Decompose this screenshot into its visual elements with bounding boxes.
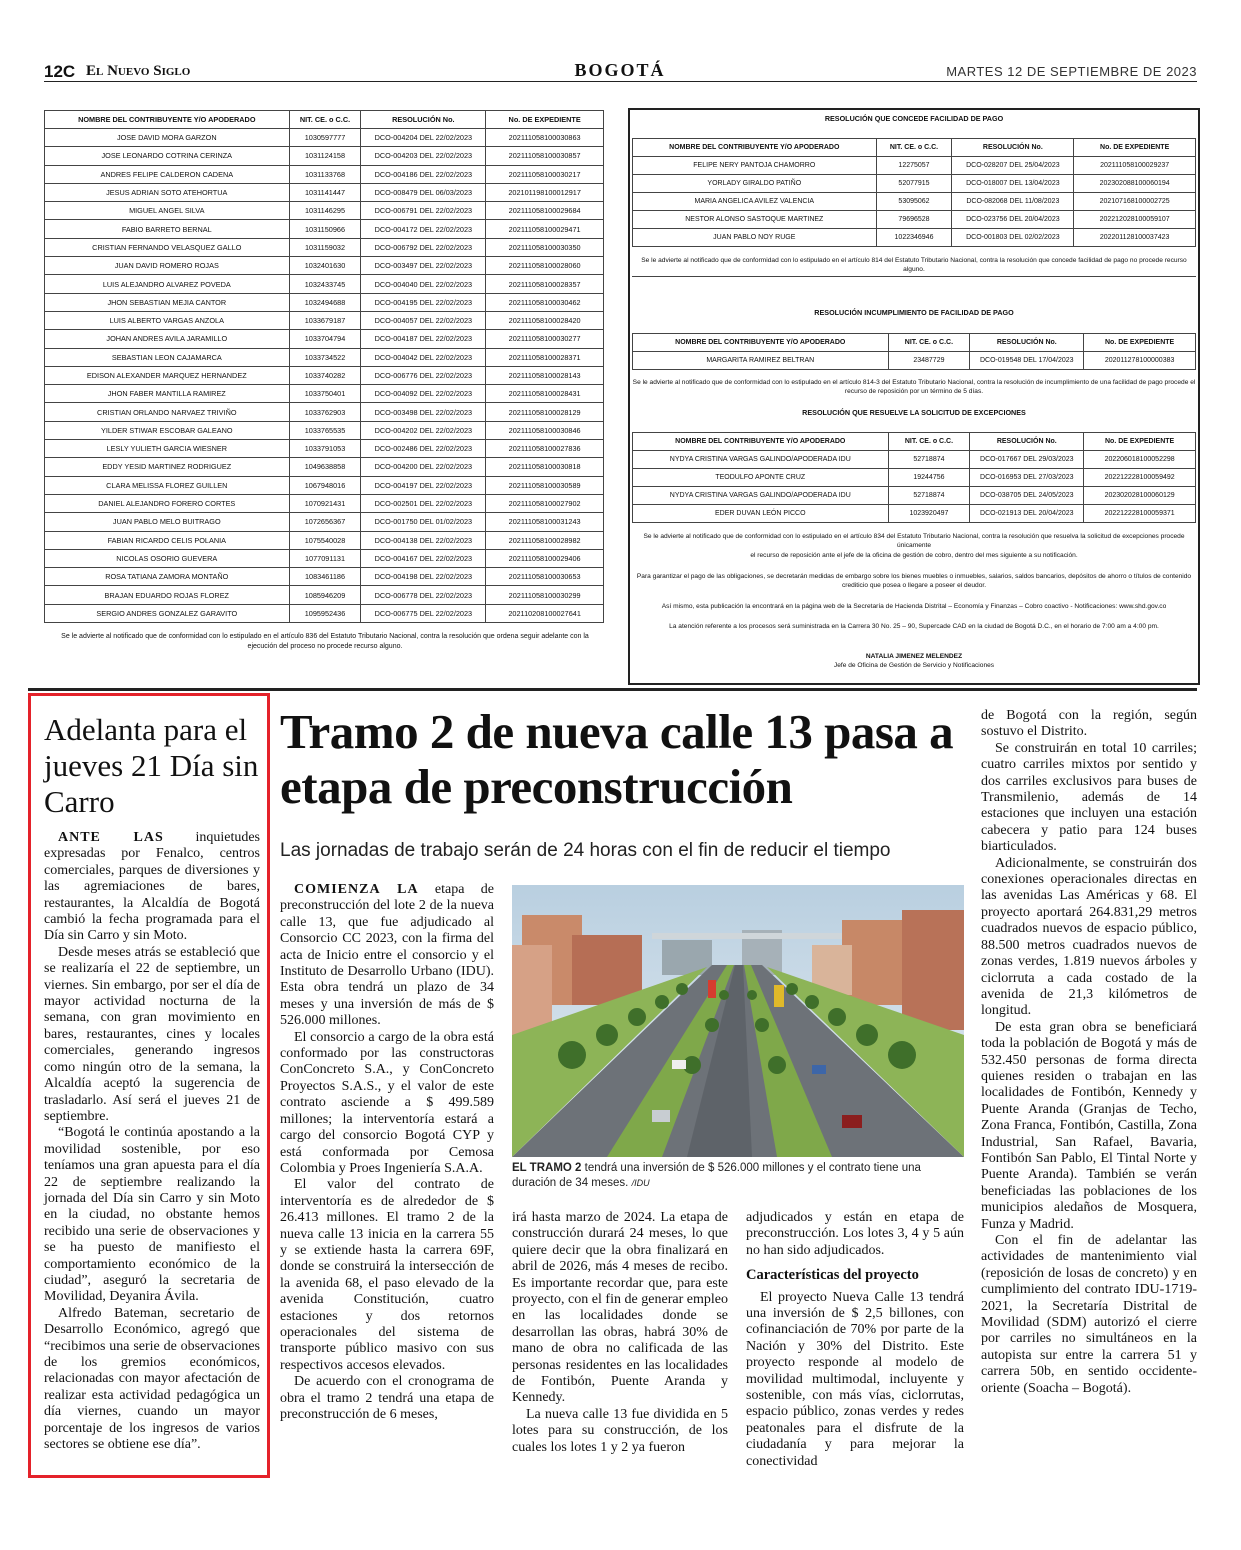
table-row	[45, 549, 604, 567]
column-header: No. DE EXPEDIENTE	[486, 111, 604, 129]
facilidad-table	[632, 138, 1196, 247]
table-row	[45, 403, 604, 421]
table-cell: LUIS ALEJANDRO ALVAREZ POVEDA	[45, 275, 290, 293]
main-article-column-1	[280, 882, 494, 1423]
paragraph: de Bogotá con la región, según sostuvo el Distrito.	[981, 708, 1197, 740]
paragraph: El consorcio a cargo de la obra está conformado por las constructoras ConConcreto S.A., y ConConcreto Proyectos S.A.S., y el valor de este contrato asciende a $ 499.589 millones; la interventoría estará a cargo del consorcio Bogotá CYP y está conformada por Cemosa Colombia y Proes Ingeniería S.A.A.	[280, 1029, 494, 1176]
table-cell: DCO-004202 DEL 22/02/2023	[361, 421, 486, 439]
table-cell: JUAN DAVID ROMERO ROJAS	[45, 257, 290, 275]
main-article-column-4	[981, 708, 1197, 1397]
table-cell: 1030597777	[289, 129, 361, 147]
table-cell: 1033765535	[289, 421, 361, 439]
table-cell: 202111058100030863	[486, 129, 604, 147]
paragraph: El proyecto Nueva Calle 13 tendrá una inversión de $ 2,5 billones, con cofinanciación de 70% por parte de la Nación y 30% del Distrito. Este proyecto responde al modelo de movilidad multimodal, incluyente y sostenible, con más vías, ciclorrutas, espacio público, zonas verdes y redes peatonales para el disfrute de la ciudadanía y para mejorar la conectividad	[746, 1289, 964, 1469]
table-cell: DCO-018007 DEL 13/04/2023	[952, 175, 1074, 193]
main-headline: Tramo 2 de nueva calle 13 pasa a etapa de preconstrucción	[280, 704, 954, 814]
section-title: BOGOTÁ	[574, 60, 666, 80]
table-cell: DCO-006792 DEL 22/02/2023	[361, 238, 486, 256]
table-cell: DCO-004092 DEL 22/02/2023	[361, 385, 486, 403]
column-header: RESOLUCIÓN No.	[970, 433, 1084, 451]
column-header: No. DE EXPEDIENTE	[1074, 139, 1196, 157]
article-lead: COMIENZA LA	[294, 882, 419, 897]
table-cell: 202111058100030653	[486, 568, 604, 586]
table-cell: 202111058100030857	[486, 147, 604, 165]
column-header: NIT. CE. o C.C.	[876, 139, 952, 157]
table-cell: 202212228100059492	[1084, 469, 1196, 487]
column-header: NIT. CE. o C.C.	[888, 433, 970, 451]
table-row	[633, 505, 1196, 523]
table-cell: TEODULFO APONTE CRUZ	[633, 469, 889, 487]
table-row	[45, 348, 604, 366]
table-cell: ANDRES FELIPE CALDERON CADENA	[45, 165, 290, 183]
table-cell: 1031150966	[289, 220, 361, 238]
table-cell: DCO-004186 DEL 22/02/2023	[361, 165, 486, 183]
table-cell: EDDY YESID MARTINEZ RODRIGUEZ	[45, 458, 290, 476]
table-row	[45, 586, 604, 604]
table-cell: SEBASTIAN LEON CAJAMARCA	[45, 348, 290, 366]
table-row	[45, 202, 604, 220]
table-row	[45, 275, 604, 293]
table-cell: JESUS ADRIAN SOTO ATEHORTUA	[45, 183, 290, 201]
section-note: Se le advierte al notificado que de conformidad con lo estipulado en el artículo 834 del Estatuto Tributario Nacional, contra la resolución que resuelva la solicitud de excepciones procede únicamente	[643, 533, 1185, 549]
article-lead: ANTE LAS	[58, 830, 164, 845]
table-cell: 19244756	[888, 469, 970, 487]
table-cell: 1070921431	[289, 494, 361, 512]
embargo-note: Para garantizar el pago de las obligaciones, se decretarán medidas de embargo sobre los bienes muebles o inmuebles, salarios, saldos bancarios, depósitos de ahorro o títulos de contenido crediticio que posea o llegare a poseer el deudor.	[636, 573, 1192, 589]
table-cell: DCO-004197 DEL 22/02/2023	[361, 476, 486, 494]
table-cell: DCO-004167 DEL 22/02/2023	[361, 549, 486, 567]
table-cell: DCO-017667 DEL 29/03/2023	[970, 451, 1084, 469]
table-cell: DCO-004203 DEL 22/02/2023	[361, 147, 486, 165]
table-cell: 52718874	[888, 451, 970, 469]
table-cell: CRISTIAN ORLANDO NARVAEZ TRIVIÑO	[45, 403, 290, 421]
table-cell: 1033750401	[289, 385, 361, 403]
table-cell: DCO-019548 DEL 17/04/2023	[970, 352, 1084, 370]
page-number: 12C	[44, 62, 76, 81]
table-cell: JHON SEBASTIAN MEJIA CANTOR	[45, 293, 290, 311]
section-title: RESOLUCIÓN QUE RESUELVE LA SOLICITUD DE EXCEPCIONES	[802, 408, 1026, 417]
table-cell: DCO-082068 DEL 11/08/2023	[952, 193, 1074, 211]
table-row	[45, 330, 604, 348]
table-cell: 1033740282	[289, 366, 361, 384]
side-article-body	[44, 830, 260, 1453]
paragraph: El valor del contrato de interventoría es de alrededor de $ 26.413 millones. El tramo 2 de la nueva calle 13 inicia en la carrera 55 y se extiende hasta la carrera 69F, donde se construirá la intersección de la avenida 68, el paso elevado de la avenida Constitución, cuatro estaciones y dos retornos operacionales del sistema de transporte público masivo con sus respectivos accesos elevados.	[280, 1177, 494, 1373]
table-cell: NYDYA CRISTINA VARGAS GALINDO/APODERADA IDU	[633, 451, 889, 469]
table-cell: 1033704794	[289, 330, 361, 348]
table-cell: EDER DUVAN LEÓN PICCO	[633, 505, 889, 523]
table-row	[45, 311, 604, 329]
table-row	[45, 568, 604, 586]
table-cell: JOSE DAVID MORA GARZON	[45, 129, 290, 147]
table-cell: DCO-004195 DEL 22/02/2023	[361, 293, 486, 311]
table-cell: 202111058100030589	[486, 476, 604, 494]
table-cell: DCO-008479 DEL 06/03/2023	[361, 183, 486, 201]
table-row	[45, 165, 604, 183]
table-cell: DCO-004204 DEL 22/02/2023	[361, 129, 486, 147]
issue-date: MARTES 12 DE SEPTIEMBRE DE 2023	[946, 64, 1197, 79]
photo-credit: /IDU	[631, 1178, 650, 1188]
table-cell: 202110208100027641	[486, 604, 604, 622]
table-cell: 202111058100030818	[486, 458, 604, 476]
paragraph: inquietudes expresadas por Fenalco, centros comerciales, parques de diversiones y las agremiaciones de bares, restaurantes, la Alcaldía de Bogotá cambió la fecha programada para el Día sin Carro y sin Moto.	[44, 830, 260, 944]
column-header: RESOLUCIÓN No.	[952, 139, 1074, 157]
table-cell: 1033762903	[289, 403, 361, 421]
section-note: Se le advierte al notificado que de conformidad con lo estipulado en el artículo 814-3 del Estatuto Tributario Nacional, contra la resolución de incumplimiento de una facilidad de pago procede el recurso de reposición por un término de 5 días.	[632, 379, 1196, 395]
paragraph: adjudicados y están en etapa de preconstrucción. Los lotes 3, 4 y 5 aún no han sido adjudicados.	[746, 1210, 964, 1258]
section-separator	[28, 688, 1197, 691]
table-row	[45, 238, 604, 256]
paragraph: Adicionalmente, se construirán dos conexiones operacionales directas en las avenidas Las Américas y 68. El proyecto aportará 264.831,29 metros cuadrados nuevos de espacio público, 88.500 metros cuadrados nuevos de zonas verdes, 1.819 nuevos árboles y ciclorruta a cada costado de la avenida de 21,3 kilómetros de longitud.	[981, 855, 1197, 1019]
column-header: No. DE EXPEDIENTE	[1084, 334, 1196, 352]
table-cell: 1031141447	[289, 183, 361, 201]
paragraph: De esta gran obra se beneficiará toda la población de Bogotá y más de 532.450 personas de forma directa quienes residen o trabajan en las localidades de Fontibón, Kennedy y Puente Aranda (Granjas de Techo, Zona Franca, Fontibón, Castilla, Zona Industrial, San Rafael, Bavaria, Fontibón San Pablo, El Tintal Norte y Puente Aranda). También se verán beneficiadas las poblaciones de los municipios aledaños de Mosquera, Funza y Madrid.	[981, 1019, 1197, 1232]
attention-note: La atención referente a los procesos será suministrada en la Carrera 30 No. 25 – 90, Supercade CAD en la ciudad de Bogotá D.C., en el horario de 7:00 am a 4:00 pm.	[669, 623, 1159, 630]
table-row	[633, 157, 1196, 175]
table-cell: DCO-004172 DEL 22/02/2023	[361, 220, 486, 238]
table-row	[633, 352, 1196, 370]
main-article-column-2	[512, 1210, 728, 1456]
table-cell: ROSA TATIANA ZAMORA MONTAÑO	[45, 568, 290, 586]
table-cell: 202111058100030277	[486, 330, 604, 348]
table-cell: FABIAN RICARDO CELIS POLANIA	[45, 531, 290, 549]
column-header: RESOLUCIÓN No.	[361, 111, 486, 129]
table-cell: DCO-006776 DEL 22/02/2023	[361, 366, 486, 384]
table-cell: YILDER STIWAR ESCOBAR GALEANO	[45, 421, 290, 439]
table-cell: 202111058100028357	[486, 275, 604, 293]
table-cell: 202111058100027836	[486, 440, 604, 458]
table-cell: JOSE LEONARDO COTRINA CERINZA	[45, 147, 290, 165]
table-cell: JUAN PABLO NOY RUGE	[633, 229, 877, 247]
table-cell: 1032494688	[289, 293, 361, 311]
table-cell: 1032433745	[289, 275, 361, 293]
table-cell: 202111058100029406	[486, 549, 604, 567]
column-header: NIT. CE. o C.C.	[289, 111, 361, 129]
excepciones-table	[632, 432, 1196, 523]
paragraph: “Bogotá le continúa apostando a la movilidad sostenible, por eso teníamos una gran apuesta para el día 22 de septiembre realizando la jornada del Día sin Carro y sin Moto en la ciudad, no obstante hemos recibido una serie de observaciones y se ha puesto de manifiesto el comportamiento económico de la ciudad”, aseguró la secretaria de Movilidad, Deyanira Ávila.	[44, 1125, 260, 1305]
paragraph: etapa de preconstrucción del lote 2 de la nueva calle 13, que fue adjudicado al Consorcio CC 2023, con la firma del acta de Inicio entre el consorcio y el Instituto de Desarrollo Urbano (IDU). Esta obra tendrá un plazo de 34 meses y una inversión de más de $ 526.000 millones.	[280, 882, 495, 1029]
table-cell: 1067948016	[289, 476, 361, 494]
table-row	[633, 469, 1196, 487]
table-cell: CRISTIAN FERNANDO VELASQUEZ GALLO	[45, 238, 290, 256]
table-row	[45, 531, 604, 549]
table-cell: DCO-004187 DEL 22/02/2023	[361, 330, 486, 348]
table-cell: DANIEL ALEJANDRO FORERO CORTES	[45, 494, 290, 512]
notice-table-main	[44, 110, 604, 623]
column-header: RESOLUCIÓN No.	[970, 334, 1084, 352]
table-cell: 1031133768	[289, 165, 361, 183]
table-cell: DCO-004040 DEL 22/02/2023	[361, 275, 486, 293]
table-cell: DCO-004138 DEL 22/02/2023	[361, 531, 486, 549]
table-cell: 202111058100029684	[486, 202, 604, 220]
paragraph: irá hasta marzo de 2024. La etapa de construcción durará 24 meses, lo que quiere decir que la obra finalizará en abril de 2026, más 4 meses de recibo. Es importante recordar que, para este proyecto, con el fin de generar empleo en las localidades donde se desarrollan las obras, habrá 30% de mano de obra no calificada de las personas residentes en las localidades de Fontibón, Puente Aranda y Kennedy.	[512, 1210, 728, 1406]
table-cell: 202302028100060129	[1084, 487, 1196, 505]
table-cell: 1077091131	[289, 549, 361, 567]
table-cell: 202111058100029237	[1074, 157, 1196, 175]
table-cell: MARIA ANGELICA AVILEZ VALENCIA	[633, 193, 877, 211]
table-cell: DCO-002486 DEL 22/02/2023	[361, 440, 486, 458]
table-cell: 12275057	[876, 157, 952, 175]
table-legal-note: Se le advierte al notificado que de conformidad con lo estipulado en el artículo 836 del Estatuto Tributario Nacional, contra la resolución que ordena seguir adelante con la ejecución del proceso no procede recurso alguno.	[61, 633, 589, 650]
paragraph: Con el fin de adelantar las actividades de mantenimiento vial (reposición de losas de concreto) y en cumplimiento del contrato IDU-1719-2021, la Secretaría Distrital de Movilidad (SDM) autorizó el cierre por carriles no simultáneos en la autopista sur entre la carrera 51 y carrera 50b, en sentido occidente-oriente (Soacha – Bogotá).	[981, 1233, 1197, 1396]
column-header: NOMBRE DEL CONTRIBUYENTE Y/O APODERADO	[45, 111, 290, 129]
table-cell: JHON FABER MANTILLA RAMIREZ	[45, 385, 290, 403]
table-row	[45, 604, 604, 622]
column-header: NOMBRE DEL CONTRIBUYENTE Y/O APODERADO	[633, 433, 889, 451]
avenue-illustration	[512, 885, 964, 1157]
table-cell: DCO-004200 DEL 22/02/2023	[361, 458, 486, 476]
main-subheadline: Las jornadas de trabajo serán de 24 horas con el fin de reducir el tiempo	[280, 840, 891, 861]
table-row	[45, 129, 604, 147]
table-row	[45, 220, 604, 238]
table-cell: FABIO BARRETO BERNAL	[45, 220, 290, 238]
table-cell: 202111058100027902	[486, 494, 604, 512]
table-cell: LESLY YULIETH GARCIA WIESNER	[45, 440, 290, 458]
table-cell: DCO-001750 DEL 01/02/2023	[361, 513, 486, 531]
section-title: RESOLUCIÓN QUE CONCEDE FACILIDAD DE PAGO	[824, 114, 1004, 123]
table-cell: 202111058100028371	[486, 348, 604, 366]
table-cell: DCO-028207 DEL 25/04/2023	[952, 157, 1074, 175]
table-cell: BRAJAN EDUARDO ROJAS FLOREZ	[45, 586, 290, 604]
table-cell: 202111058100028982	[486, 531, 604, 549]
paragraph: Se construirán en total 10 carriles; cuatro carriles mixtos por sentido y dos carriles exclusivos para buses de Transmilenio, además de 14 estaciones que incluyen una estación cabecera y patio para 124 buses biarticulados.	[981, 740, 1197, 855]
table-cell: 1031146295	[289, 202, 361, 220]
table-row	[45, 440, 604, 458]
table-cell: 202111058100029471	[486, 220, 604, 238]
table-cell: JUAN PABLO MELO BUITRAGO	[45, 513, 290, 531]
table-cell: 202111058100031243	[486, 513, 604, 531]
table-cell: LUIS ALBERTO VARGAS ANZOLA	[45, 311, 290, 329]
resolutions-box	[628, 108, 1200, 685]
table-cell: FELIPE NERY PANTOJA CHAMORRO	[633, 157, 877, 175]
table-cell: DCO-016953 DEL 27/03/2023	[970, 469, 1084, 487]
table-cell: 202111058100030217	[486, 165, 604, 183]
table-cell: 1031124158	[289, 147, 361, 165]
table-cell: 202107168100002725	[1074, 193, 1196, 211]
table-cell: 202111058100028420	[486, 311, 604, 329]
table-cell: DCO-038705 DEL 24/05/2023	[970, 487, 1084, 505]
section-note: el recurso de reposición ante el jefe de la oficina de gestión de cobro, dentro del mes siguiente a su notificación.	[750, 552, 1078, 559]
table-cell: 79696528	[876, 211, 952, 229]
table-cell: DCO-001803 DEL 02/02/2023	[952, 229, 1074, 247]
table-cell: DCO-004057 DEL 22/02/2023	[361, 311, 486, 329]
table-cell: 202101198100012917	[486, 183, 604, 201]
table-cell: DCO-006778 DEL 22/02/2023	[361, 586, 486, 604]
signer-role: Jefe de Oficina de Gestión de Servicio y Notificaciones	[833, 662, 995, 669]
table-row	[45, 147, 604, 165]
column-header: NIT. CE. o C.C.	[888, 334, 970, 352]
table-cell: 202302088100060194	[1074, 175, 1196, 193]
table-cell: NICOLAS OSORIO GUEVERA	[45, 549, 290, 567]
caption-text: tendrá una inversión de $ 526.000 millones y el contrato tiene una duración de 34 meses.	[512, 1162, 921, 1189]
table-cell: 1085946209	[289, 586, 361, 604]
table-cell: 202111058100030462	[486, 293, 604, 311]
table-cell: NESTOR ALONSO SASTOQUE MARTINEZ	[633, 211, 877, 229]
table-cell: 1072656367	[289, 513, 361, 531]
subheading: Características del proyecto	[746, 1267, 919, 1284]
table-cell: 1031159032	[289, 238, 361, 256]
table-cell: DCO-003497 DEL 22/02/2023	[361, 257, 486, 275]
table-cell: 202111058100028060	[486, 257, 604, 275]
table-cell: 53095062	[876, 193, 952, 211]
table-cell: DCO-023756 DEL 20/04/2023	[952, 211, 1074, 229]
table-cell: 1022346946	[876, 229, 952, 247]
column-header: No. DE EXPEDIENTE	[1084, 433, 1196, 451]
table-cell: 202111058100028143	[486, 366, 604, 384]
paragraph: La nueva calle 13 fue dividida en 5 lotes para su construcción, de los cuales los lotes 1 y 2 ya fueron	[512, 1406, 728, 1455]
table-cell: 1083461186	[289, 568, 361, 586]
table-row	[45, 366, 604, 384]
table-cell: 52718874	[888, 487, 970, 505]
table-row	[633, 193, 1196, 211]
table-cell: 1023920497	[888, 505, 970, 523]
paragraph: Desde meses atrás se estableció que se realizaría el 22 de septiembre, un viernes. Sin embargo, por ser el día de mayor actividad nocturna de la semana, con gran movimiento en bares, restaurantes, cines y locales comerciales, generando ingresos como ningún otro de la semana, la Alcaldía aceptó la sugerencia de trasladarlo. Así será el jueves 21 de septiembre.	[44, 944, 260, 1124]
table-row	[45, 476, 604, 494]
table-cell: 1095952436	[289, 604, 361, 622]
table-cell: 52077915	[876, 175, 952, 193]
paragraph: De acuerdo con el cronograma de obra el tramo 2 tendrá una etapa de preconstrucción de 6 meses,	[280, 1374, 494, 1422]
table-cell: 202111058100028129	[486, 403, 604, 421]
table-cell: MARGARITA RAMIREZ BELTRAN	[633, 352, 889, 370]
section-note: Se le advierte al notificado que de conformidad con lo estipulado en el artículo 814 del Estatuto Tributario Nacional, contra la resolución que concede facilidad de pago no procede recurso alguno.	[641, 257, 1187, 273]
table-cell: 202206018100052298	[1084, 451, 1196, 469]
photo-caption	[512, 1161, 964, 1191]
table-row	[45, 513, 604, 531]
table-row	[633, 175, 1196, 193]
signer-name: NATALIA JIMENEZ MELENDEZ	[865, 653, 963, 660]
table-cell: NYDYA CRISTINA VARGAS GALINDO/APODERADA IDU	[633, 487, 889, 505]
table-cell: JOHAN ANDRES AVILA JARAMILLO	[45, 330, 290, 348]
table-cell: 1033734522	[289, 348, 361, 366]
table-cell: DCO-004042 DEL 22/02/2023	[361, 348, 486, 366]
table-row	[45, 494, 604, 512]
caption-lead: EL TRAMO 2	[512, 1162, 582, 1174]
table-row	[633, 487, 1196, 505]
table-cell: 202111058100030299	[486, 586, 604, 604]
table-row	[45, 293, 604, 311]
table-cell: 202111058100030846	[486, 421, 604, 439]
table-cell: DCO-006791 DEL 22/02/2023	[361, 202, 486, 220]
column-header: NOMBRE DEL CONTRIBUYENTE Y/O APODERADO	[633, 139, 877, 157]
website-note: Así mismo, esta publicación la encontrará en la página web de la Secretaría de Hacienda Distrital – Economía y Finanzas – Cobro coactivo - Notificaciones: www.shd.gov.co	[661, 603, 1167, 610]
table-cell: 1033791053	[289, 440, 361, 458]
table-cell: 23487729	[888, 352, 970, 370]
section-title: RESOLUCIÓN INCUMPLIMIENTO DE FACILIDAD DE PAGO	[814, 308, 1014, 317]
road-rendering-photo	[512, 885, 964, 1157]
incumplimiento-table	[632, 333, 1196, 370]
newspaper-name: El Nuevo Siglo	[86, 63, 191, 79]
table-row	[45, 385, 604, 403]
table-cell: CLARA MELISSA FLOREZ GUILLEN	[45, 476, 290, 494]
table-row	[45, 183, 604, 201]
table-row	[633, 211, 1196, 229]
table-cell: YORLADY GIRALDO PATIÑO	[633, 175, 877, 193]
table-cell: DCO-002501 DEL 22/02/2023	[361, 494, 486, 512]
side-article-headline: Adelanta para el jueves 21 Día sin Carro	[44, 712, 259, 819]
paragraph: Alfredo Bateman, secretario de Desarrollo Económico, agregó que “recibimos una serie de observaciones de los gremios económicos, relacionadas con mayor afectación de realizar esta actividad pedagógica un día viernes, cuando un mayor porcentaje de los ingresos de varios sectores se obtiene ese día”.	[44, 1305, 260, 1453]
table-cell: EDISON ALEXANDER MARQUEZ HERNANDEZ	[45, 366, 290, 384]
table-row	[45, 421, 604, 439]
table-cell: DCO-003498 DEL 22/02/2023	[361, 403, 486, 421]
table-cell: 202011278100000383	[1084, 352, 1196, 370]
table-cell: 1032401630	[289, 257, 361, 275]
table-cell: 202212028100059107	[1074, 211, 1196, 229]
table-cell: 1075540028	[289, 531, 361, 549]
table-cell: MIGUEL ANGEL SILVA	[45, 202, 290, 220]
divider	[632, 276, 1196, 277]
table-row	[633, 451, 1196, 469]
table-cell: 202111058100030350	[486, 238, 604, 256]
column-header: NOMBRE DEL CONTRIBUYENTE Y/O APODERADO	[633, 334, 889, 352]
table-cell: DCO-021913 DEL 20/04/2023	[970, 505, 1084, 523]
table-cell: 1033679187	[289, 311, 361, 329]
table-row	[45, 458, 604, 476]
table-cell: DCO-006775 DEL 22/02/2023	[361, 604, 486, 622]
table-cell: 202212228100059371	[1084, 505, 1196, 523]
table-row	[45, 257, 604, 275]
table-row	[633, 229, 1196, 247]
table-cell: SERGIO ANDRES GONZALEZ GARAVITO	[45, 604, 290, 622]
header-rule	[44, 81, 1197, 82]
table-cell: 202201128100037423	[1074, 229, 1196, 247]
table-cell: DCO-004198 DEL 22/02/2023	[361, 568, 486, 586]
main-article-column-3	[746, 1210, 964, 1470]
table-cell: 1049638858	[289, 458, 361, 476]
table-cell: 202111058100028431	[486, 385, 604, 403]
